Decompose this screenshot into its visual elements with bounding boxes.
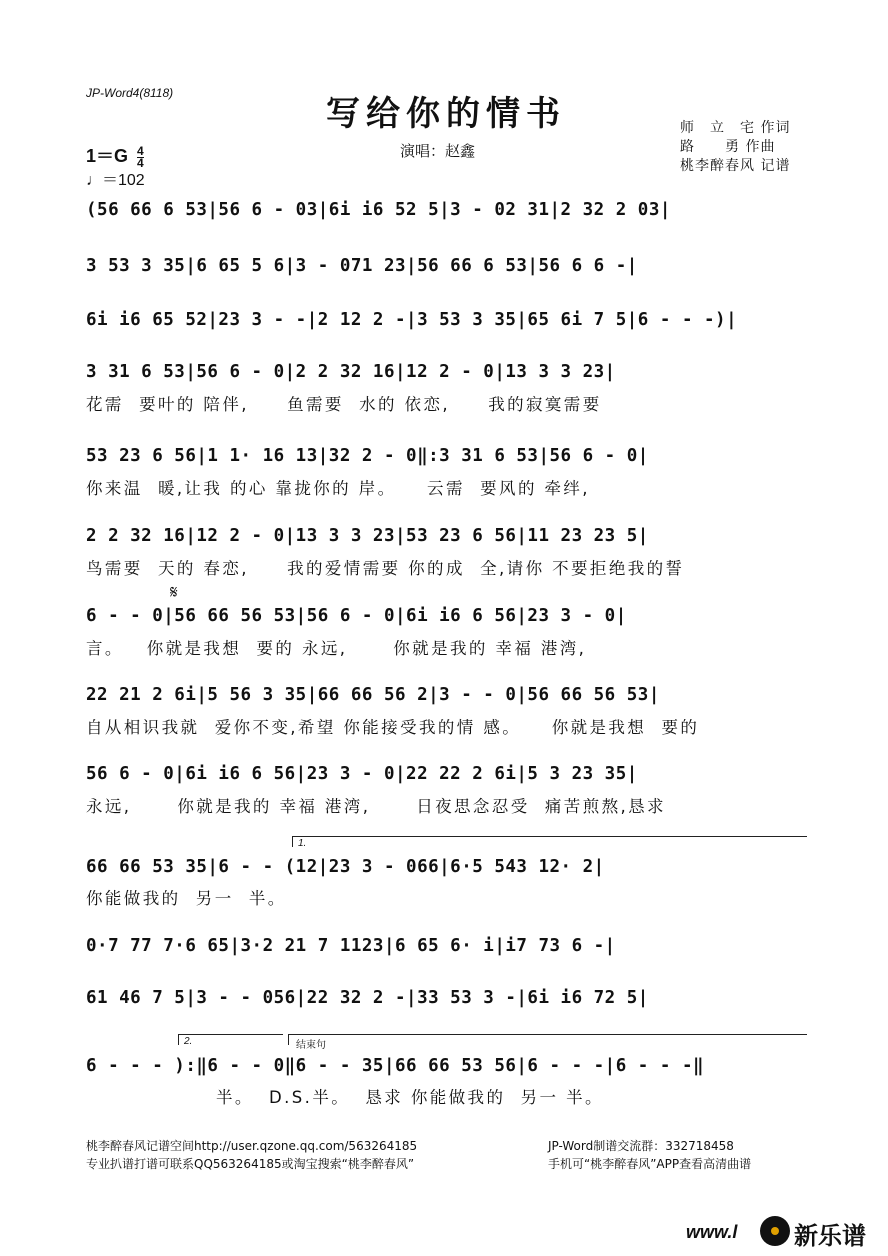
score-row-5-notes: 53 23 6 56|1 1· 16 13|32 2 - 0‖:3 31 6 53|56 6 - 0| — [86, 446, 649, 466]
score-row-9-notes: 56 6 - 0|6i i6 6 56|23 3 - 0|22 22 2 6i|5 3 23 35| — [86, 764, 638, 784]
score-row-7-notes: 6 - - 0|56 66 56 53|56 6 - 0|6i i6 6 56|23 3 - 0| — [86, 606, 627, 626]
volta-2-label: 2. — [184, 1036, 193, 1047]
disc-icon — [760, 1216, 790, 1246]
score-row-11-notes: 0·7 77 7·6 65|3·2 21 7 1123|6 65 6· i|i7 73 6 -| — [86, 936, 616, 956]
score-row-5-lyrics: 你来温 暖,让我 的心 靠拢你的 岸。 云需 要风的 牵绊, — [86, 479, 590, 498]
watermark-logo — [686, 1212, 882, 1252]
score-row-13-lyrics: 半。 D.S.半。 恳求 你能做我的 另一 半。 — [86, 1088, 604, 1107]
footer-app: 手机可“桃李醉春风”APP查看高清曲谱 — [548, 1157, 752, 1171]
score-row-2-notes: 3 53 3 35|6 65 5 6|3 - 071 23|56 66 6 53|56 6 6 -| — [86, 256, 638, 276]
tempo-value: ＝102 — [102, 172, 145, 189]
score-row-3-notes: 6i i6 65 52|23 3 - -|2 12 2 -|3 53 3 35|65 6i 7 5|6 - - -)| — [86, 310, 738, 330]
segno-icon: 𝄋 — [170, 582, 178, 603]
song-title: 写给你的情书 — [326, 94, 566, 134]
tempo-marking — [86, 167, 145, 190]
volta-2-bracket — [178, 1034, 283, 1045]
score-row-8-notes: 22 21 2 6i|5 56 3 35|66 66 56 2|3 - - 0|56 66 56 53| — [86, 685, 660, 705]
score-row-8-lyrics: 自从相识我就 爱你不变,希望 你能接受我的情 感。 你就是我想 要的 — [86, 718, 700, 737]
score-row-9-lyrics: 永远, 你就是我的 幸福 港湾, 日夜思念忍受 痛苦煎熬,恳求 — [86, 797, 666, 816]
singer-credit: 演唱：赵鑫 — [400, 142, 476, 160]
score-row-4-lyrics: 花需 要叶的 陪伴, 鱼需要 水的 依恋, 我的寂寞需要 — [86, 395, 602, 414]
watermark-url: www.l — [686, 1222, 738, 1242]
software-label: JP-Word4(8118) — [86, 86, 174, 100]
score-row-10-notes: 66 66 53 35|6 - - (12|23 3 - 066|6·5 543 12· 2| — [86, 857, 605, 877]
footer-group: JP-Word制谱交流群：332718458 — [548, 1139, 734, 1153]
footer-qzone-link[interactable]: 桃李醉春风记谱空间http://user.qzone.qq.com/563264185 — [86, 1139, 418, 1153]
time-sig-top: 4 — [137, 143, 144, 158]
score-row-1-notes: (56 66 6 53|56 6 - 03|6i i6 52 5|3 - 02 31|2 32 2 03| — [86, 200, 671, 220]
time-signature — [137, 143, 144, 170]
footer-contact: 专业扒谱打谱可联系QQ563264185或淘宝搜索“桃李醉春风” — [86, 1157, 415, 1171]
score-row-4-notes: 3 31 6 53|56 6 - 0|2 2 32 16|12 2 - 0|13 3 3 23| — [86, 362, 616, 382]
lyricist-credit: 师 立 宅 作词 — [680, 120, 791, 136]
score-row-12-notes: 61 46 7 5|3 - - 056|22 32 2 -|33 53 3 -|6i i6 72 5| — [86, 988, 649, 1008]
score-row-13-notes: 6 - - - ):‖6 - - 0‖6 - - 35|66 66 53 56|6 - - -|6 - - -‖ — [86, 1056, 705, 1076]
watermark-brand: 新乐谱 — [794, 1222, 866, 1250]
transcriber-credit: 桃李醉春风 记谱 — [680, 158, 791, 174]
score-row-7-lyrics: 言。 你就是我想 要的 永远, 你就是我的 幸福 港湾, — [86, 639, 587, 658]
score-row-6-lyrics: 鸟需要 天的 春恋, 我的爱情需要 你的成 全,请你 不要拒绝我的誓 — [86, 559, 685, 578]
score-row-6-notes: 2 2 32 16|12 2 - 0|13 3 3 23|53 23 6 56|11 23 23 5| — [86, 526, 649, 546]
volta-1-label: 1. — [298, 838, 307, 849]
ending-bracket — [288, 1034, 807, 1045]
composer-credit: 路 勇 作曲 — [680, 139, 776, 155]
key-label: 1＝G — [86, 146, 129, 166]
ending-label: 结束句 — [296, 1040, 326, 1051]
quarter-note-icon: ♩ — [86, 172, 102, 189]
volta-1-bracket — [292, 836, 807, 847]
time-sig-bottom: 4 — [137, 155, 144, 170]
score-row-10-lyrics: 你能做我的 另一 半。 — [86, 889, 287, 908]
key-signature — [86, 142, 144, 169]
